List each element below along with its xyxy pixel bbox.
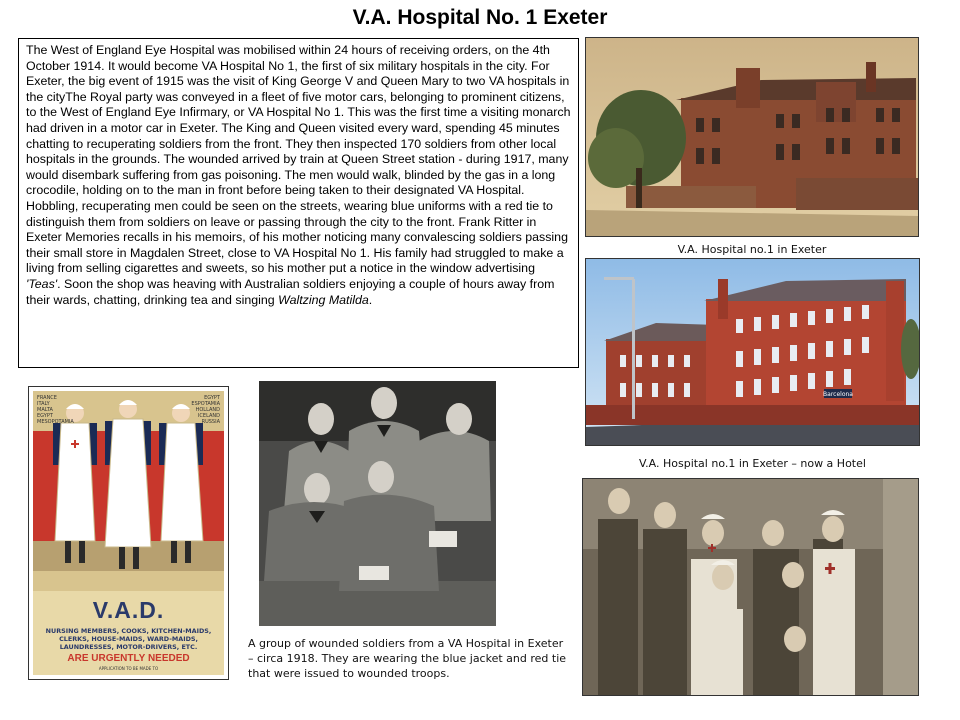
poster-country: MALTA bbox=[37, 407, 53, 413]
poster-country: ITALY bbox=[37, 401, 50, 407]
poster-heading: V.A.D. bbox=[92, 597, 165, 623]
poster-country: ESPOTAMIA bbox=[191, 401, 220, 407]
poster-role-line: LAUNDRESSES, MOTOR-DRIVERS, ETC. bbox=[59, 643, 198, 651]
poster-apply: APPLICATION TO BE MADE TO bbox=[98, 666, 159, 671]
soldiers-group-caption: A group of wounded soldiers from a VA Hospital in Exeter – circa 1918. They are wearing the blue jacket and red tie that were issued to wounded troops. bbox=[248, 637, 567, 680]
vad-poster bbox=[28, 386, 229, 680]
article-text-box bbox=[18, 38, 579, 368]
poster-country: EGYPT bbox=[204, 395, 220, 401]
hospital-now-caption: V.A. Hospital no.1 in Exeter – now a Hotel bbox=[639, 457, 866, 470]
article-text-part: The West of England Eye Hospital was mobilised within 24 hours of receiving orders, on the 4th October 1914. It would become VA Hospital No 1, the first of six military hospitals in the city. For Exeter, the big event of 1915 was the visit of King George V and Queen Mary to two VA hospitals in the cityThe Royal party was conveyed in a fleet of five motor cars, belonging to prominent citizens, to the West of England Eye Infirmary, or VA Hospital No 1. This was the first time a visiting monarch had driven in a motor car in Exeter. The King and Queen visited every ward, spending 45 minutes chatting to recuperating soldiers from the front. They then inspected 170 soldiers from other local hospitals in the grounds. The wounded arrived by train at Queen Street station - during 1917, many would disembark suffering from gas poisoning. The men would walk, blinded by the gas in a long crocodile, holding on to the man in front before being taken to their designated VA Hospital. Hobbling, recuperating men could be seen on the streets, wearing blue uniforms with a red tie to distinguish them from soldiers on leave or passing through the city to the front. Frank Ritter in Exeter Memories recalls in his memoirs, of his mother noticing many convalescing soldiers passing their small store in Magdalen Street, close to VA Hospital No 1. His family had struggled to make a living from selling cigarettes and sweets, so his mother put a notice in the window advertising bbox=[26, 43, 571, 276]
vad-poster-inner bbox=[33, 391, 224, 675]
poster-country: RUSSIA bbox=[201, 419, 220, 425]
poster-roles bbox=[33, 627, 224, 651]
poster-country: HOLLAND bbox=[195, 407, 220, 413]
poster-country: MESOPOTAMIA bbox=[37, 419, 74, 425]
poster-urgent: ARE URGENTLY NEEDED bbox=[67, 653, 190, 664]
soldiers-group-image bbox=[259, 381, 496, 626]
hospital-1914-caption: V.A. Hospital no.1 in Exeter bbox=[677, 243, 827, 256]
poster-role-line: CLERKS, HOUSE-MAIDS, WARD-MAIDS, bbox=[59, 635, 198, 643]
poster-country: EGYPT bbox=[37, 413, 53, 419]
hospital-now-image bbox=[586, 259, 919, 445]
hospital-now-photo bbox=[585, 258, 920, 446]
nurses-soldiers-image bbox=[583, 479, 918, 695]
poster-country: ICELAND bbox=[197, 413, 220, 419]
hospital-1914-photo bbox=[585, 37, 919, 237]
poster-country: FRANCE bbox=[37, 395, 57, 401]
article-text-part: . Soon the shop was heaving with Australian soldiers enjoying a couple of hours away from their wards, chatting, drinking tea and singing bbox=[26, 276, 555, 307]
poster-countries-left bbox=[37, 395, 74, 425]
article-paragraph bbox=[26, 43, 571, 308]
soldiers-group-photo bbox=[259, 381, 496, 626]
hotel-sign: Barcelona bbox=[823, 391, 853, 398]
nurses-soldiers-photo bbox=[582, 478, 919, 696]
article-teas: 'Teas' bbox=[26, 276, 58, 291]
page-title: V.A. Hospital No. 1 Exeter bbox=[352, 6, 608, 29]
hospital-1914-image bbox=[586, 38, 918, 236]
poster-role-line: NURSING MEMBERS, COOKS, KITCHEN-MAIDS, bbox=[45, 627, 212, 635]
poster-countries-right bbox=[191, 395, 220, 425]
article-song: Waltzing Matilda bbox=[278, 292, 369, 307]
article-text-part: . bbox=[368, 292, 373, 307]
